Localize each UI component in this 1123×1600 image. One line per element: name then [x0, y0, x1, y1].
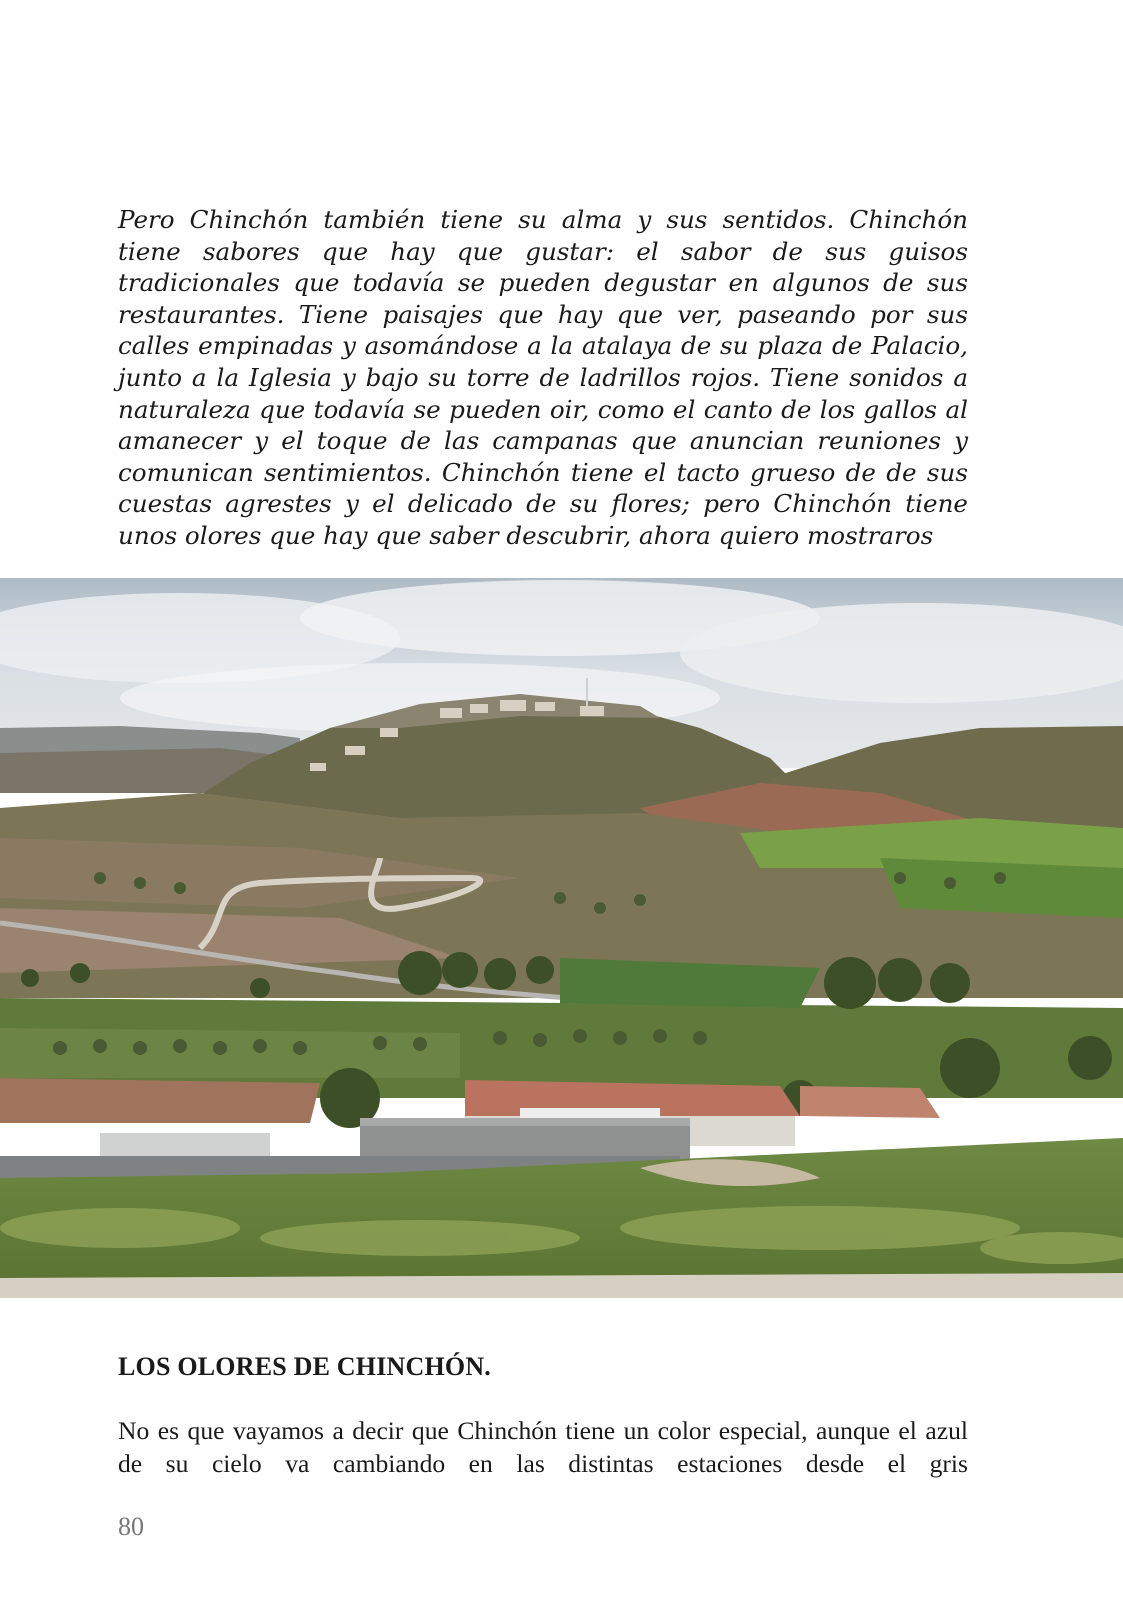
section-heading: LOS OLORES DE CHINCHÓN. [118, 1352, 492, 1381]
landscape-illustration [0, 578, 1123, 1298]
page-number: 80 [118, 1512, 144, 1541]
landscape-photo [0, 578, 1123, 1298]
body-paragraph: No es que vayamos a decir que Chinchón tiene un color especial, aunque el azul de su cielo va cambiando en las distintas estaciones desde el gris [118, 1416, 968, 1478]
intro-paragraph: Pero Chinchón también tiene su alma y sus sentidos. Chinchón tiene sabores que hay que gustar: el sabor de sus guisos tradicionales que todavía se pueden degustar en algunos de sus restaurantes. Tiene paisajes que hay que ver, paseando por sus calles empinadas y asomándose a la atalaya de su plaza de Palacio, junto a la Iglesia y bajo su torre de ladrillos rojos. Tiene sonidos a naturaleza que todavía se pueden oir, como el canto de los gallos al amanecer y el toque de las campanas que anuncian reuniones y comunican sentimientos. Chinchón tiene el tacto grueso de de sus cuestas agrestes y el delicado de su flores; pero Chinchón tiene unos olores que hay que saber descubrir, ahora quiero mostraros [118, 205, 968, 550]
